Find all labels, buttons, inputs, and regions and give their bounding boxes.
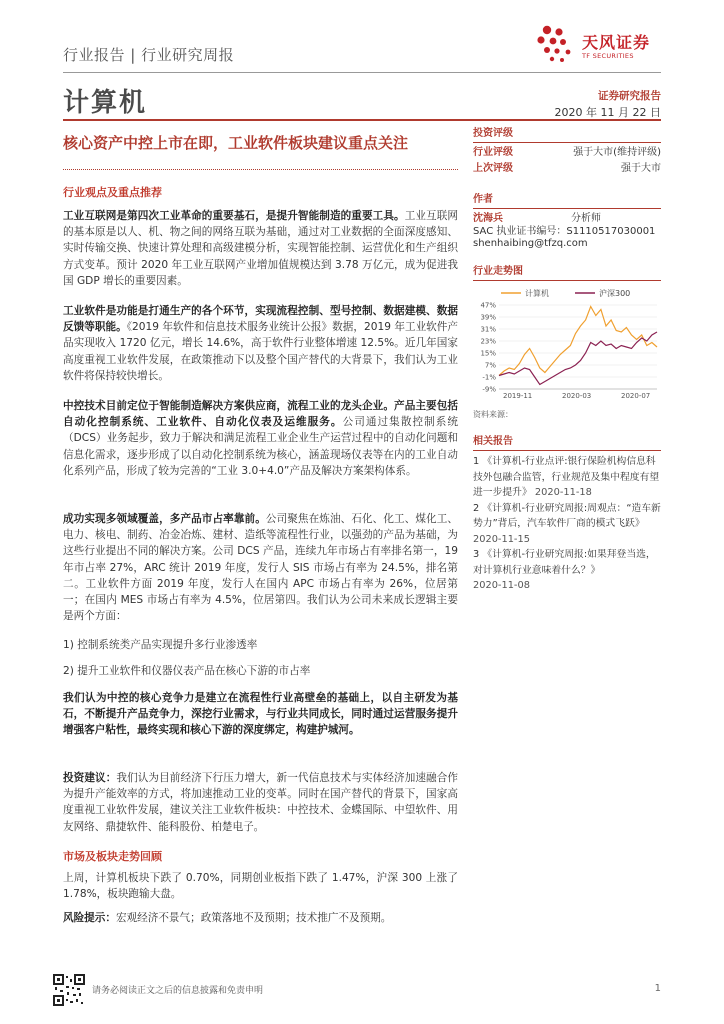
paragraph-4 bbox=[63, 511, 458, 624]
logo-mark-icon bbox=[532, 24, 578, 68]
paragraph-3-lead: 中控技术目前定位于智能制造解决方案供应商，流程工业的龙头企业。产品主要包括自动化控制系统、工业软件、自动化仪表及运维服务。 bbox=[63, 400, 458, 429]
chart-divider bbox=[473, 280, 661, 281]
industry-title: 计算机 bbox=[63, 88, 148, 118]
paragraph-4-lead: 成功实现多领域覆盖，多产品市占率靠前。 bbox=[63, 513, 266, 525]
related-report-item[interactable] bbox=[473, 547, 661, 594]
section-title-views: 行业观点及重点推荐 bbox=[63, 186, 162, 199]
investment-advice-lead: 投资建议： bbox=[63, 772, 117, 784]
rating-key: 上次评级 bbox=[473, 163, 513, 174]
risk-warning bbox=[63, 910, 458, 926]
logo-name: 天风证券 bbox=[582, 33, 651, 52]
related-report-item[interactable] bbox=[473, 501, 661, 548]
paragraph-1-lead: 工业互联网是第四次工业革命的重要基石，是提升智能制造的重要工具。 bbox=[63, 210, 405, 222]
author-divider bbox=[473, 208, 661, 209]
market-review: 上周，计算机板块下跌了 0.70%，同期创业板指下跌了 1.47%，沪深 300 上涨了 1.78%，板块跑输大盘。 bbox=[63, 872, 458, 901]
paragraph-4-text: 公司聚焦在炼油、石化、化工、煤化工、电力、核电、制药、冶金冶炼、建材、造纸等流程性行业，以强劲的产品为基础，为这些行业提出不同的解决方案。公司 DCS 产品，连续九年市场占有率排名第一，19 年市占率 27%，ARC 统计 2019 年度，发行人 SIS 市场占有率为 24.5%，排名第二。工业软件方面 2019 年度，发行人在国内 APC 市场占有率为 26%，位居第一；在国内 MES 市场占有率为 4.5%，位居第四。我们认为公司未来成长逻辑主要是两个方面： bbox=[63, 513, 459, 623]
footer-disclaimer[interactable]: 请务必阅读正文之后的信息披露和免责申明 bbox=[92, 986, 264, 996]
y-tick-label: 15% bbox=[480, 349, 496, 358]
paragraph-2 bbox=[63, 303, 458, 384]
x-tick-label: 2019-11 bbox=[503, 392, 533, 400]
paragraph-3 bbox=[63, 398, 458, 479]
legend-label: 计算机 bbox=[525, 289, 549, 298]
risk-warning-lead: 风险提示： bbox=[63, 912, 116, 924]
related-report-title[interactable]: 1 《计算机-行业点评:银行保险机构信息科技外包融合监管，行业规范及集中程度有望进一步提升》 bbox=[473, 456, 660, 498]
related-reports-panel bbox=[473, 432, 661, 594]
page-number: 1 bbox=[654, 983, 661, 994]
related-report-title[interactable]: 2 《计算机-行业研究周报:周观点：“造车新势力”背后，汽车软件厂商的模式飞跃》 bbox=[473, 502, 661, 529]
rating-title: 投资评级 bbox=[473, 128, 513, 139]
legend-label: 沪深300 bbox=[599, 289, 631, 298]
related-report-date: 2020-11-08 bbox=[473, 580, 530, 591]
investment-advice bbox=[63, 770, 458, 835]
qr-code-icon bbox=[53, 974, 85, 1006]
related-report-item[interactable] bbox=[473, 454, 661, 501]
x-tick-label: 2020-03 bbox=[562, 392, 592, 400]
risk-warning-text: 宏观经济不景气；政策落地不及预期；技术推广不及预期。 bbox=[115, 912, 392, 924]
report-date: 2020 年 11 月 22 日 bbox=[554, 106, 661, 119]
paragraph-2-lead: 工业软件是功能是打通生产的各个环节，实现流程控制、型号控制、数据建模、数据反馈等职能。 bbox=[63, 305, 458, 334]
logo-english-name: TF SECURITIES bbox=[582, 52, 634, 60]
author-line bbox=[473, 213, 661, 226]
related-divider bbox=[473, 450, 661, 451]
y-tick-label: -1% bbox=[482, 373, 496, 382]
report-type: 证券研究报告 bbox=[598, 90, 661, 102]
header-divider bbox=[63, 72, 661, 73]
related-report-date: 2020-11-15 bbox=[473, 533, 530, 545]
y-tick-label: 47% bbox=[480, 301, 496, 310]
y-tick-label: 39% bbox=[480, 313, 496, 322]
report-headline: 核心资产中控上市在即，工业软件板块建议重点关注 bbox=[63, 134, 409, 152]
paragraph-2-text: 《2019 年软件和信息技术服务业统计公报》数据，2019 年工业软件产品实现收入 1720 亿元，增长 14.6%，高于软件行业整体增速 12.5%。近几年国家高度重视工业软件发展，在政策推动下以及整个国产替代的大背景下，我们认为工业软件将保持较快增长。 bbox=[63, 321, 459, 382]
trend-chart bbox=[473, 285, 661, 403]
list-item: 2) 提升工业软件和仪器仪表产品在核心下游的市占率 bbox=[63, 665, 311, 677]
x-tick-label: 2020-07 bbox=[621, 392, 651, 400]
brand-logo bbox=[532, 24, 667, 68]
rating-panel bbox=[473, 124, 661, 177]
author-sac: SAC 执业证书编号：S1110517030001 bbox=[473, 225, 656, 237]
related-title: 相关报告 bbox=[473, 436, 513, 447]
paragraph-3-text: 公司通过集散控制系统（DCS）业务起步，致力于解决和满足流程工业企业生产运营过程中的自动化问题和信息化需求，逐步形成了以自动化控制系统为核心，涵盖现场仪表等在内的工业自动化系列产品，形成了较为完善的“工业 3.0+4.0”产品及解决方案架构体系。 bbox=[63, 416, 459, 477]
y-tick-label: -9% bbox=[482, 385, 496, 394]
trend-chart-panel bbox=[473, 262, 661, 420]
rating-row bbox=[473, 145, 661, 161]
paragraph-5 bbox=[63, 690, 458, 739]
paragraph-1 bbox=[63, 208, 458, 289]
author-email[interactable]: shenhaibing@tfzq.com bbox=[473, 238, 588, 249]
rating-row bbox=[473, 161, 661, 177]
list-item: 1) 控制系统类产品实现提升多行业渗透率 bbox=[63, 639, 258, 651]
headline-divider bbox=[63, 169, 458, 170]
rating-value: 强于大市 bbox=[621, 163, 661, 174]
rating-value: 强于大市(维持评级) bbox=[573, 147, 661, 158]
related-report-date: 2020-11-18 bbox=[534, 487, 592, 498]
section-title-market: 市场及板块走势回顾 bbox=[63, 850, 162, 863]
y-tick-label: 7% bbox=[484, 361, 496, 370]
author-role: 分析师 bbox=[571, 213, 601, 224]
rating-divider bbox=[473, 142, 661, 143]
author-panel bbox=[473, 190, 661, 251]
y-tick-label: 31% bbox=[480, 325, 496, 334]
author-title: 作者 bbox=[473, 194, 493, 205]
title-divider bbox=[63, 119, 661, 121]
investment-advice-text: 我们认为目前经济下行压力增大，新一代信息技术与实体经济加速融合作为提升产能效率的方式，将加速推动工业的变革。同时在国产替代的背景下，国家高度重视工业软件发展，建议关注工业软件板块：中控技术、金蝶国际、中望软件、用友网络、鼎捷软件、能科股份、柏楚电子。 bbox=[63, 772, 458, 833]
chart-title: 行业走势图 bbox=[473, 266, 523, 277]
paragraph-5-lead: 我们认为中控的核心竞争力是建立在流程性行业高壁垒的基础上，以自主研发为基石，不断提升产品竞争力，深挖行业需求，与行业共同成长，同时通过运营服务提升增强客户粘性，最终实现和核心下游的深度绑定，构建护城河。 bbox=[63, 692, 458, 737]
report-category: 行业报告 | 行业研究周报 bbox=[63, 46, 235, 64]
related-report-title[interactable]: 3 《计算机-行业研究周报:如果拜登当选，对计算机行业意味着什么？》 bbox=[473, 549, 656, 576]
chart-source: 资料来源： bbox=[473, 410, 513, 419]
rating-key: 行业评级 bbox=[473, 147, 513, 158]
author-name: 沈海兵 bbox=[473, 213, 503, 224]
y-tick-label: 23% bbox=[480, 337, 496, 346]
paragraph-1-text: 工业互联网的基本原是以人、机、物之间的网络互联为基础，通过对工业数据的全面深度感知、实时传输交换、快速计算处理和高级建模分析，实现智能控制、运营优化和生产组织方式变革。预计 2020 年工业互联网产业增加值规模达到 3.78 万亿元，成为促进我国 GDP 增长的重要因素。 bbox=[63, 210, 459, 287]
